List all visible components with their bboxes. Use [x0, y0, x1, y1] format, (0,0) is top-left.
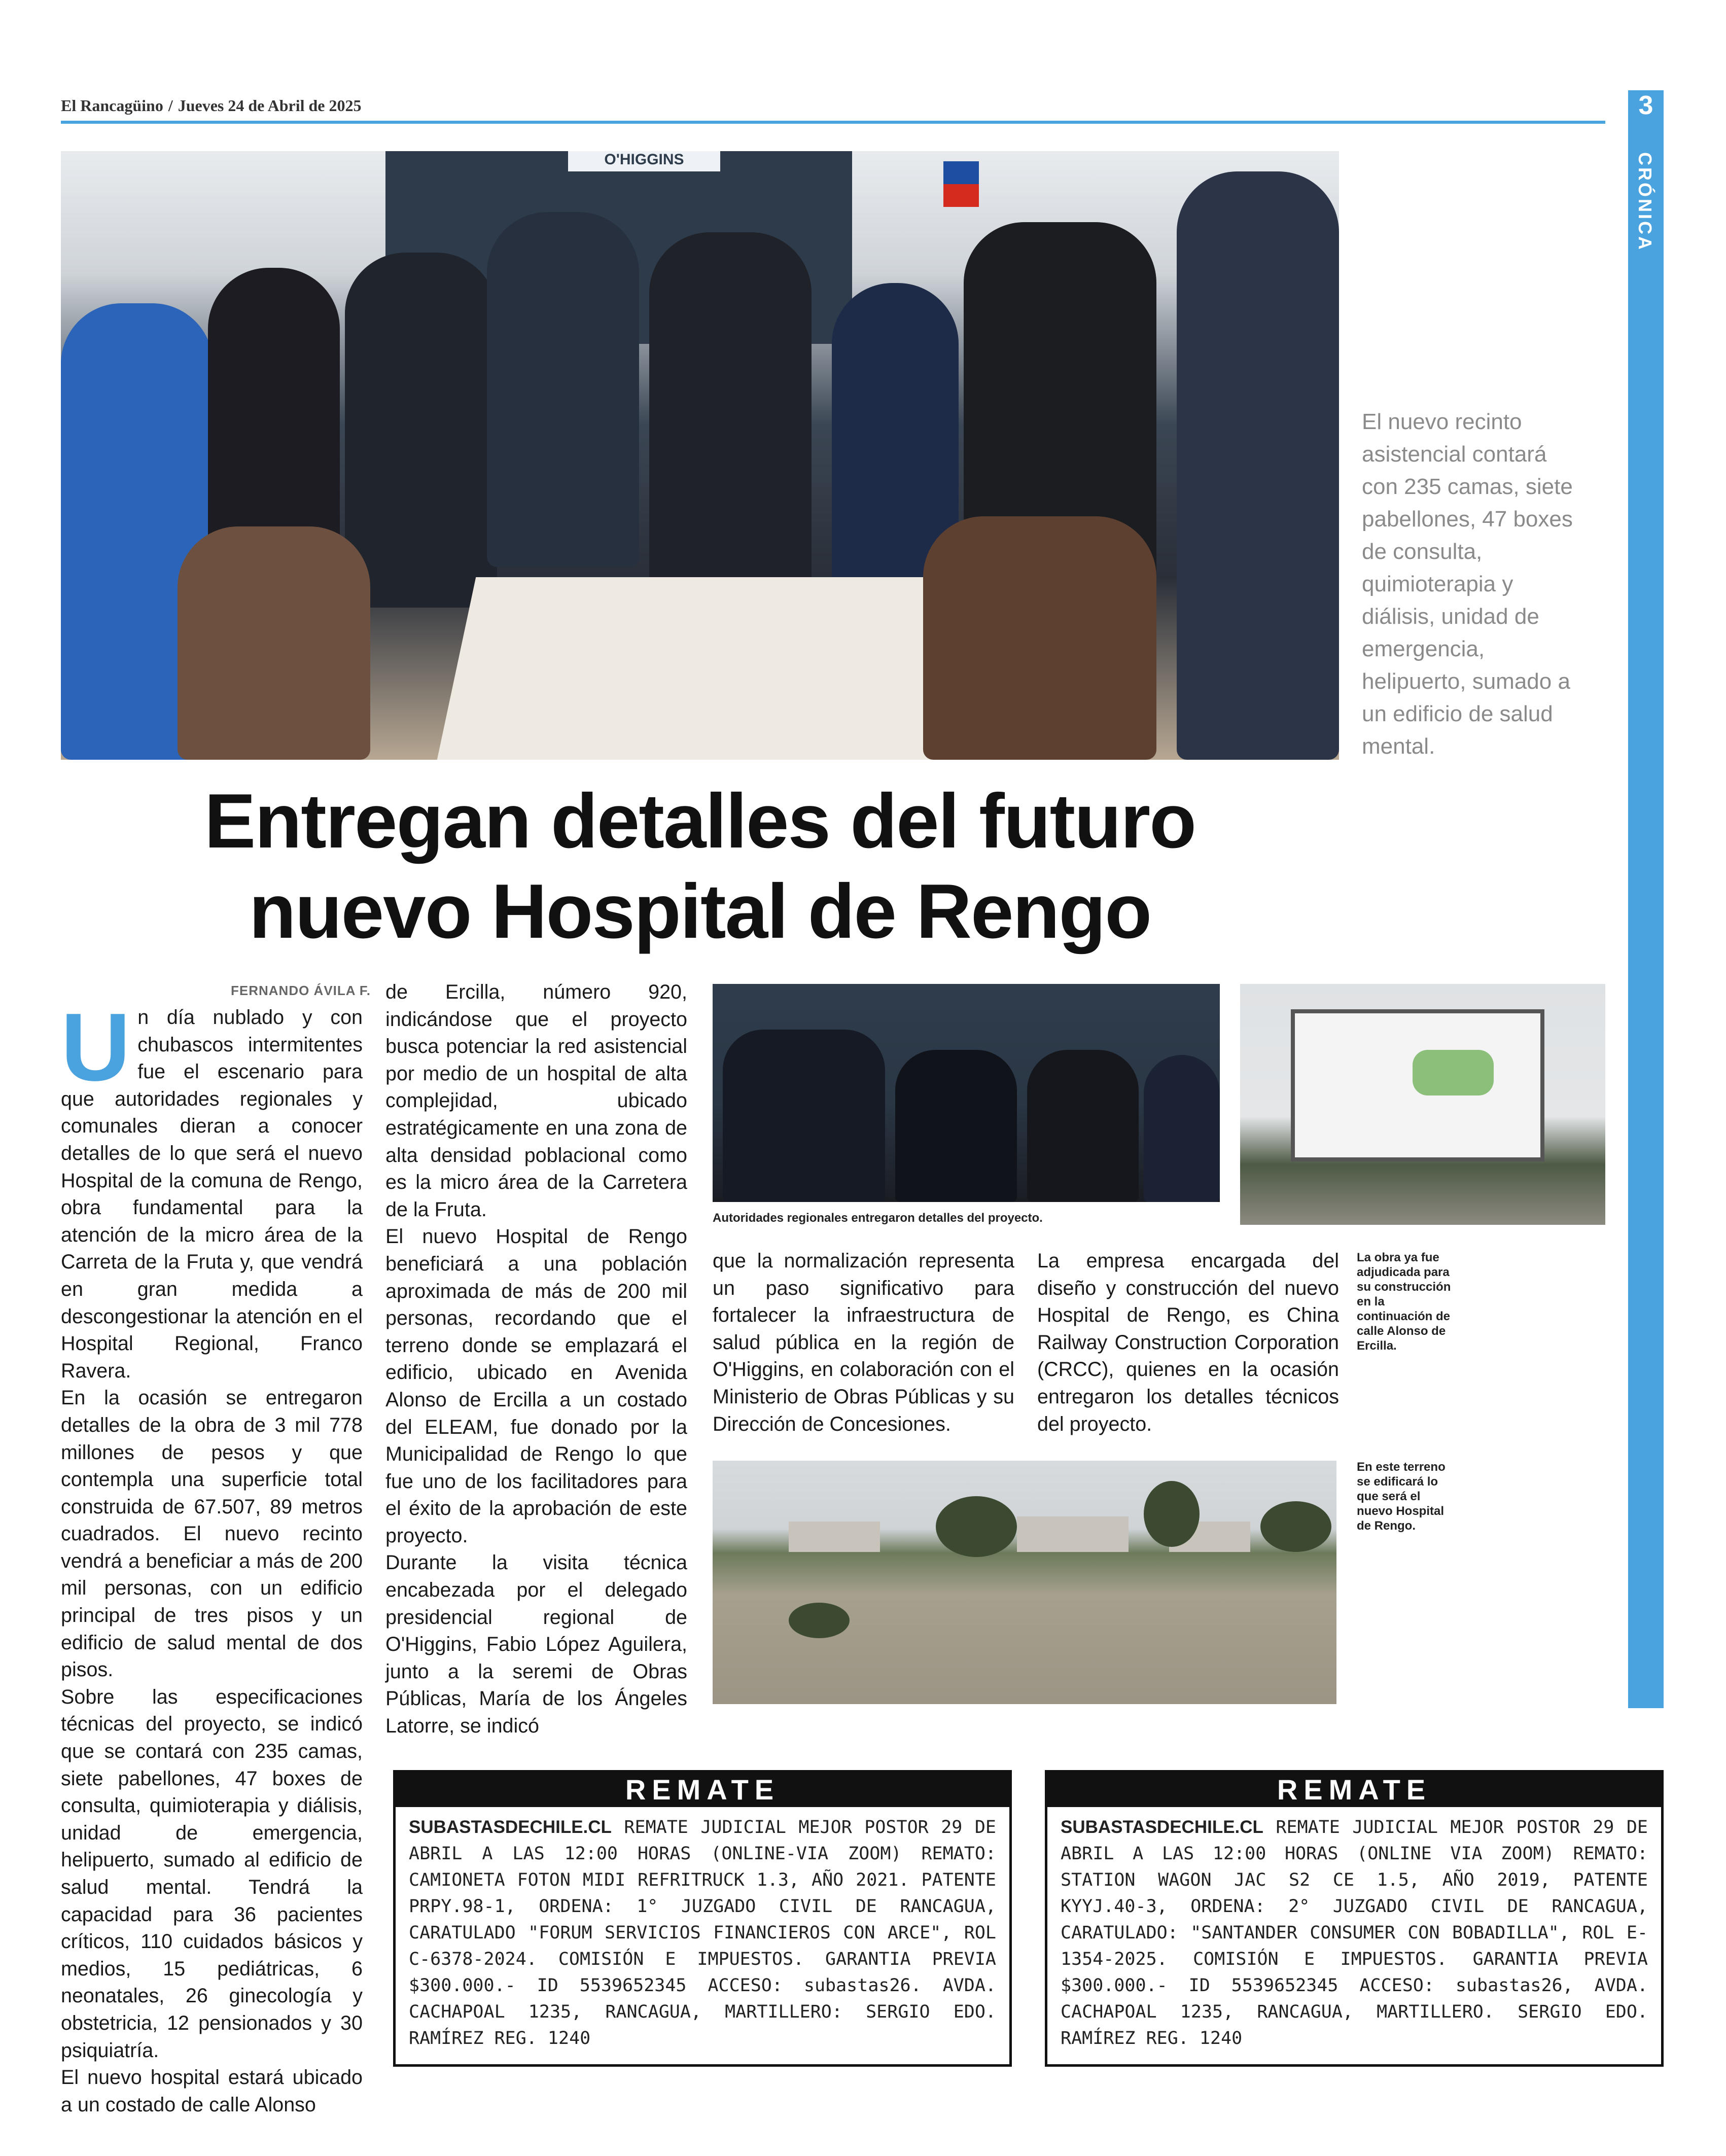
person-figure: [178, 526, 370, 760]
paragraph-text: n día nublado y con chubascos intermitentes fue el escenario para que autoridades regionales y comunales dieran a conocer detalles de lo que será el nuevo Hospital de la comuna de Rengo, obra fundamental para la atención de la micro área de la Carreta de la Fruta y, que vendrá en gran medida a descongestionar la atención en el Hospital Regional, Franco Ravera.: [61, 1006, 363, 1382]
ad-text: REMATE JUDICIAL MEJOR POSTOR 29 DE ABRIL A LAS 12:00 HORAS (ONLINE VIA ZOOM) REMATO: STATION WAGON JAC S2 CE 1.5, AÑO 2019, PATENTE KYYJ.40-3, ORDENA: 2° JUZGADO CIVIL DE RANCAGUA, CARATULADO: "SANTANDER CONSUMER CON BOBADILLA", ROL E-1354-2025. COMISIÓN E IMPUESTOS. GARANTIA PREVIA $300.000.- ID 5539652345 ACCESO: subastas26, AVDA. CACHAPOAL 1235, RANCAGUA, MARTILLERO. SERGIO EDO. RAMÍREZ REG. 1240: [1061, 1817, 1648, 2048]
tree-shape: [936, 1496, 1017, 1557]
sign-photo: [1240, 984, 1605, 1225]
headline-line-2: nuevo Hospital de Rengo: [249, 868, 1151, 955]
site-plan-table: [437, 577, 983, 760]
sign-photo-caption: La obra ya fue adjudicada para su construcción en la continuación de calle Alonso de Ercilla.: [1357, 1251, 1451, 1353]
ad-body: [396, 1807, 1009, 2059]
person-figure: [923, 516, 1156, 760]
article-column-4: [1037, 1248, 1339, 1438]
article-paragraph: La empresa encargada del diseño y construcción del nuevo Hospital de Rengo, es China Railway Construction Corporation (CRCC), quienes en la ocasión entregaron los detalles técnicos del proyecto.: [1037, 1250, 1339, 1435]
classified-ad: [393, 1770, 1012, 2067]
sign-map-graphic: [1413, 1050, 1494, 1095]
backdrop-title: O'HIGGINS: [568, 151, 720, 171]
ad-title: REMATE: [396, 1773, 1009, 1807]
tree-shape: [789, 1603, 850, 1638]
ad-brand: SUBASTASDECHILE.CL: [409, 1817, 612, 1837]
page-number: 3: [1638, 91, 1653, 120]
authorities-photo: [713, 984, 1220, 1202]
article-column-1: [61, 994, 363, 2118]
tree-shape: [1144, 1481, 1200, 1547]
person-figure: [345, 253, 497, 608]
drop-cap: U: [61, 994, 131, 1101]
house-shape: [789, 1522, 880, 1552]
issue-date: Jueves 24 de Abril de 2025: [178, 96, 362, 115]
article-paragraph: de Ercilla, número 920, indicándose que el proyecto busca potenciar la red asistencial por medio de un hospital de alta complejidad, ubicado estratégicamente en una zona de alta densidad poblacional como es la micro área de la Carretera de la Fruta.: [385, 981, 687, 1221]
section-label: CRÓNICA: [1635, 152, 1655, 252]
byline: FERNANDO ÁVILA F.: [231, 983, 371, 998]
authorities-photo-caption: Autoridades regionales entregaron detalles del proyecto.: [713, 1211, 1043, 1225]
section-sidebar: [1628, 90, 1664, 1708]
ad-text: REMATE JUDICIAL MEJOR POSTOR 29 DE ABRIL A LAS 12:00 HORAS (ONLINE-VIA ZOOM) REMATO: CAMIONETA FOTON MIDI REFRITRUCK 1.3, AÑO 2021. PATENTE PRPY.98-1, ORDENA: 1° JUZGADO CIVIL DE RANCAGUA, CARATULADO "FORUM SERVICIOS FINANCIEROS CON ARCE", ROL C-6378-2024. COMISIÓN E IMPUESTOS. GARANTIA PREVIA $300.000.- ID 5539652345 ACCESO: subastas26. AVDA. CACHAPOAL 1235, RANCAGUA, MARTILLERO: SERGIO EDO. RAMÍREZ REG. 1240: [409, 1817, 996, 2048]
main-photo-caption: El nuevo recinto asistencial contará con 235 camas, siete pabellones, 47 boxes de consulta, quimioterapia y diálisis, unidad de emergencia, helipuerto, sumado a un edificio de salud mental.: [1362, 409, 1573, 759]
article-paragraph: que la normalización representa un paso significativo para fortalecer la infraestructura de salud pública en la región de O'Higgins, en colaboración con el Ministerio de Obras Públicas y su Dirección de Concesiones.: [713, 1250, 1014, 1435]
article-column-2: [385, 979, 687, 1740]
person-figure: [487, 212, 639, 567]
article-paragraph: [61, 994, 363, 1385]
newspaper-name: El Rancagüino: [61, 96, 163, 115]
page-header: [61, 96, 362, 115]
tree-shape: [1260, 1501, 1331, 1552]
header-separator: /: [168, 96, 173, 115]
headline-line-1: Entregan detalles del futuro: [204, 778, 1196, 864]
article-paragraph: Sobre las especificaciones técnicas del proyecto, se indicó que se contará con 235 camas, siete pabellones, 47 boxes de consulta, quimioterapia y diálisis, unidad de emergencia, helipuerto, sumado al edificio de salud mental. Tendrá la capacidad para 36 pacientes críticos, 110 cuidados básicos y medios, 15 pediátricas, 6 neonatales, 26 ginecología y obstetricia, 12 pensionados y 30 psiquiatría.: [61, 1685, 363, 2062]
main-photo: [61, 151, 1339, 760]
article-paragraph: En la ocasión se entregaron detalles de la obra de 3 mil 778 millones de pesos y que contempla una superficie total construida de 67.507, 89 metros cuadrados. El nuevo recinto vendrá a beneficiar a más de 200 mil personas, con un edificio principal de tres pisos y un edificio de salud mental de dos pisos.: [61, 1387, 363, 1681]
person-figure: [1027, 1050, 1139, 1202]
article-paragraph: Durante la visita técnica encabezada por el delegado presidencial regional de O'Higgins, Fabio López Aguilera, junto a la seremi de Obras Públicas, María de los Ángeles Latorre, se indicó: [385, 1551, 687, 1738]
terrain-photo-caption: En este terreno se edificará lo que será el nuevo Hospital de Rengo.: [1357, 1460, 1446, 1533]
person-figure: [1177, 171, 1339, 760]
flag-icon: [943, 161, 979, 207]
person-figure: [895, 1050, 1017, 1202]
ad-title: REMATE: [1047, 1773, 1661, 1807]
header-rule: [61, 121, 1605, 124]
terrain-photo: [713, 1461, 1336, 1704]
article-paragraph: El nuevo hospital estará ubicado a un costado de calle Alonso: [61, 2066, 363, 2116]
classified-ad: [1045, 1770, 1664, 2067]
headline: [61, 776, 1339, 957]
article-paragraph: El nuevo Hospital de Rengo beneficiará a una población aproximada de más de 200 mil personas, recordando que el terreno donde se emplazará el edificio, ubicado en Avenida Alonso de Ercilla a un costado del ELEAM, fue donado por la Municipalidad de Rengo lo que fue uno de los facilitadores para el éxito de la aprobación de este proyecto.: [385, 1225, 687, 1547]
ad-body: [1047, 1807, 1661, 2059]
article-column-3: [713, 1248, 1014, 1438]
house-shape: [1017, 1516, 1129, 1552]
person-figure: [723, 1030, 885, 1202]
ad-brand: SUBASTASDECHILE.CL: [1061, 1817, 1263, 1837]
person-figure: [649, 232, 812, 618]
person-figure: [1144, 1055, 1220, 1202]
